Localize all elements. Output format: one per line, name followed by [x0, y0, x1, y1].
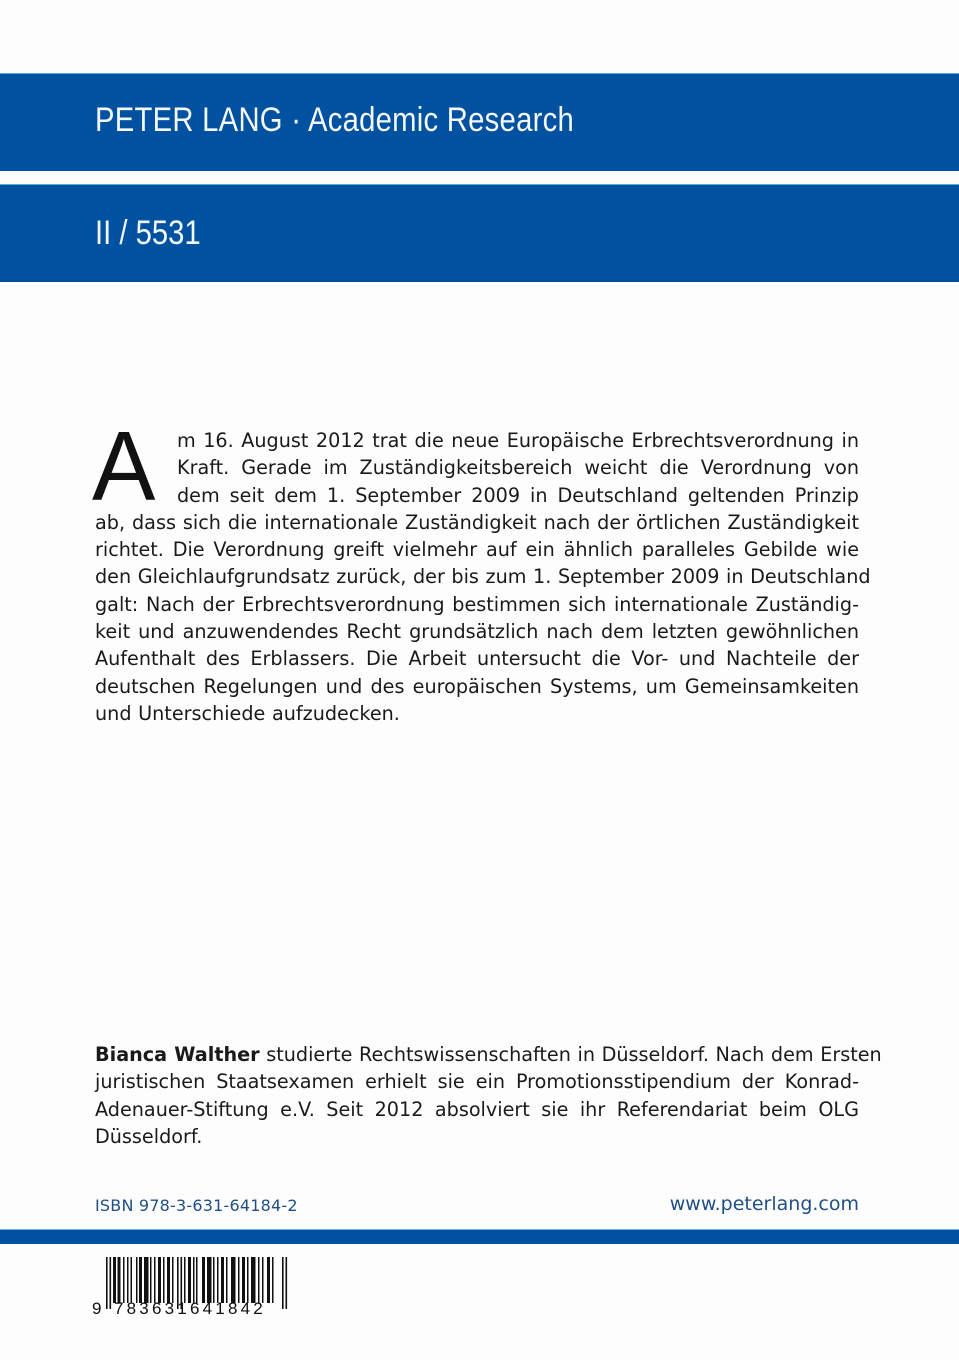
drop-cap: A [91, 411, 156, 521]
volume-number: II / 5531 [95, 214, 201, 252]
abstract-line: ab, dass sich die internationale Zuständigkeit nach der örtlichen Zuständigkeit [95, 510, 859, 534]
abstract-line: richtet. Die Verordnung greift vielmehr auf ein ähnlich paralleles Gebilde wie [95, 538, 859, 562]
bio-line [95, 1041, 882, 1068]
abstract-line: Aufenthalt des Erblassers. Die Arbeit untersucht die Vor- und Nachteile der [95, 647, 859, 671]
abstract-line: Kraft. Gerade im Zuständigkeitsbereich weicht die Verordnung von [177, 456, 859, 480]
volume-band [0, 184, 959, 282]
barcode-lead-digit: 9 [92, 1299, 102, 1318]
abstract-line: galt: Nach der Erbrechtsverordnung bestimmen sich internationale Zuständig- [95, 592, 859, 616]
isbn: ISBN 978-3-631-64184-2 [95, 1196, 298, 1215]
barcode-left-digits: 783631 [114, 1299, 190, 1318]
series-header-band [0, 73, 959, 171]
bio-line: juristischen Staatsexamen erhielt sie ein Promotionsstipendium der Konrad- [95, 1070, 859, 1094]
series-title: PETER LANG · Academic Research [95, 101, 574, 139]
abstract-line: keit und anzuwendendes Recht grundsätzlich nach dem letzten gewöhnlichen [95, 620, 859, 644]
barcode [92, 1257, 292, 1319]
abstract-line: und Unterschiede aufzudecken. [95, 701, 400, 725]
barcode-right-digits: 641842 [190, 1299, 266, 1318]
abstract-line: den Gleichlaufgrundsatz zurück, der bis zum 1. September 2009 in Deutschland [95, 565, 871, 589]
website-link[interactable]: www.peterlang.com [669, 1193, 859, 1215]
bio-line: Adenauer-Stiftung e.V. Seit 2012 absolviert sie ihr Referendariat beim OLG [95, 1097, 859, 1121]
abstract-line: m 16. August 2012 trat die neue Europäische Erbrechtsverordnung in [177, 429, 859, 452]
abstract [91, 411, 871, 727]
abstract-line: dem seit dem 1. September 2009 in Deutschland geltenden Prinzip [177, 483, 859, 507]
bio-text: studierte Rechtswissenschaften in Düsseldorf. Nach dem Ersten [259, 1043, 882, 1066]
bio-line: Düsseldorf. [95, 1124, 203, 1148]
footer-band [0, 1229, 959, 1244]
author-bio [95, 1041, 882, 1150]
author-name: Bianca Walther [95, 1043, 260, 1066]
abstract-line: deutschen Regelungen und des europäischen Systems, um Gemeinsamkeiten [95, 674, 859, 698]
